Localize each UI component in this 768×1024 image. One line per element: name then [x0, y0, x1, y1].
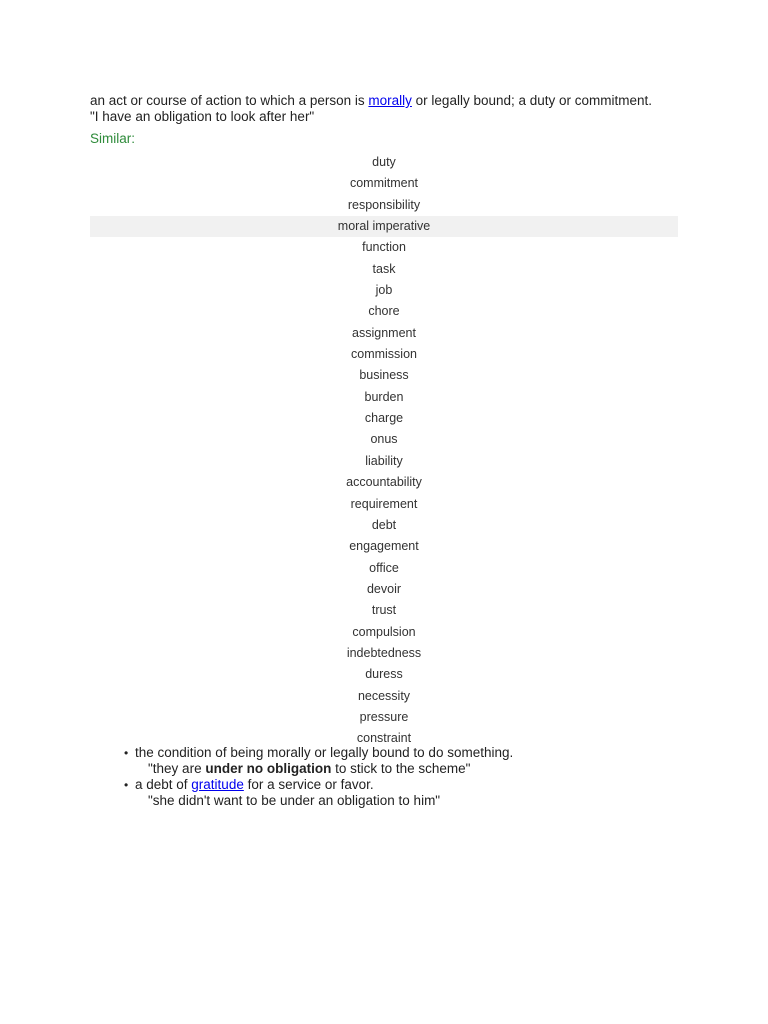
- synonym-item[interactable]: engagement: [349, 539, 419, 554]
- synonym-item[interactable]: function: [362, 240, 406, 255]
- synonym-item[interactable]: trust: [371, 603, 397, 618]
- morally-link[interactable]: morally: [368, 93, 412, 108]
- synonym-item[interactable]: charge: [364, 411, 404, 426]
- definition-text-after: or legally bound; a duty or commitment.: [411, 93, 653, 108]
- definition-text-before: an act or course of action to which a person is: [90, 93, 369, 108]
- sub-senses-list: [124, 745, 684, 809]
- synonym-item[interactable]: task: [372, 261, 396, 276]
- synonym-item[interactable]: business: [359, 368, 409, 383]
- synonym-item[interactable]: job: [375, 283, 393, 298]
- synonym-item[interactable]: onus: [370, 432, 398, 447]
- synonym-item[interactable]: liability: [365, 453, 403, 468]
- synonym-item[interactable]: duress: [365, 667, 403, 682]
- synonym-item[interactable]: debt: [371, 517, 397, 532]
- synonym-item[interactable]: requirement: [350, 496, 418, 511]
- sense-example-after: to stick to the scheme": [331, 761, 471, 776]
- sense-definition: [135, 777, 684, 793]
- synonym-item[interactable]: commitment: [349, 176, 419, 191]
- definition-example: "I have an obligation to look after her": [90, 109, 315, 124]
- gratitude-link[interactable]: gratitude: [191, 777, 244, 792]
- sense-example: "she didn't want to be under an obligation to him": [148, 793, 441, 808]
- synonym-item[interactable]: moral imperative: [90, 216, 678, 237]
- synonym-item[interactable]: compulsion: [352, 624, 416, 639]
- synonym-item[interactable]: pressure: [359, 709, 409, 724]
- sense-definition: the condition of being morally or legally bound to do something.: [135, 745, 514, 760]
- synonym-item[interactable]: chore: [368, 304, 400, 319]
- sense-example-bold: under no obligation: [205, 761, 332, 776]
- sense-item: [124, 777, 684, 809]
- sense-example-before: "they are: [148, 761, 206, 776]
- sense-definition-after: for a service or favor.: [243, 777, 374, 792]
- synonym-item[interactable]: necessity: [357, 688, 411, 703]
- synonym-item[interactable]: burden: [364, 389, 404, 404]
- synonym-item[interactable]: accountability: [346, 475, 422, 490]
- definition: [90, 93, 678, 109]
- sense-example: [135, 761, 684, 777]
- sense-item: [124, 745, 684, 777]
- synonym-item[interactable]: constraint: [356, 731, 412, 746]
- synonym-item[interactable]: indebtedness: [346, 645, 422, 660]
- entry-content: [90, 93, 678, 750]
- bullet-icon: •: [124, 778, 129, 792]
- synonym-item[interactable]: commission: [351, 347, 417, 362]
- synonym-item[interactable]: office: [369, 560, 399, 575]
- synonym-item[interactable]: assignment: [352, 325, 416, 340]
- synonym-item[interactable]: responsibility: [347, 197, 421, 212]
- sense-definition-before: a debt of: [135, 777, 192, 792]
- synonym-list: [90, 152, 678, 750]
- synonym-item[interactable]: devoir: [366, 581, 402, 596]
- similar-label: Similar:: [90, 131, 136, 146]
- synonym-item[interactable]: duty: [372, 155, 396, 169]
- bullet-icon: •: [124, 746, 129, 760]
